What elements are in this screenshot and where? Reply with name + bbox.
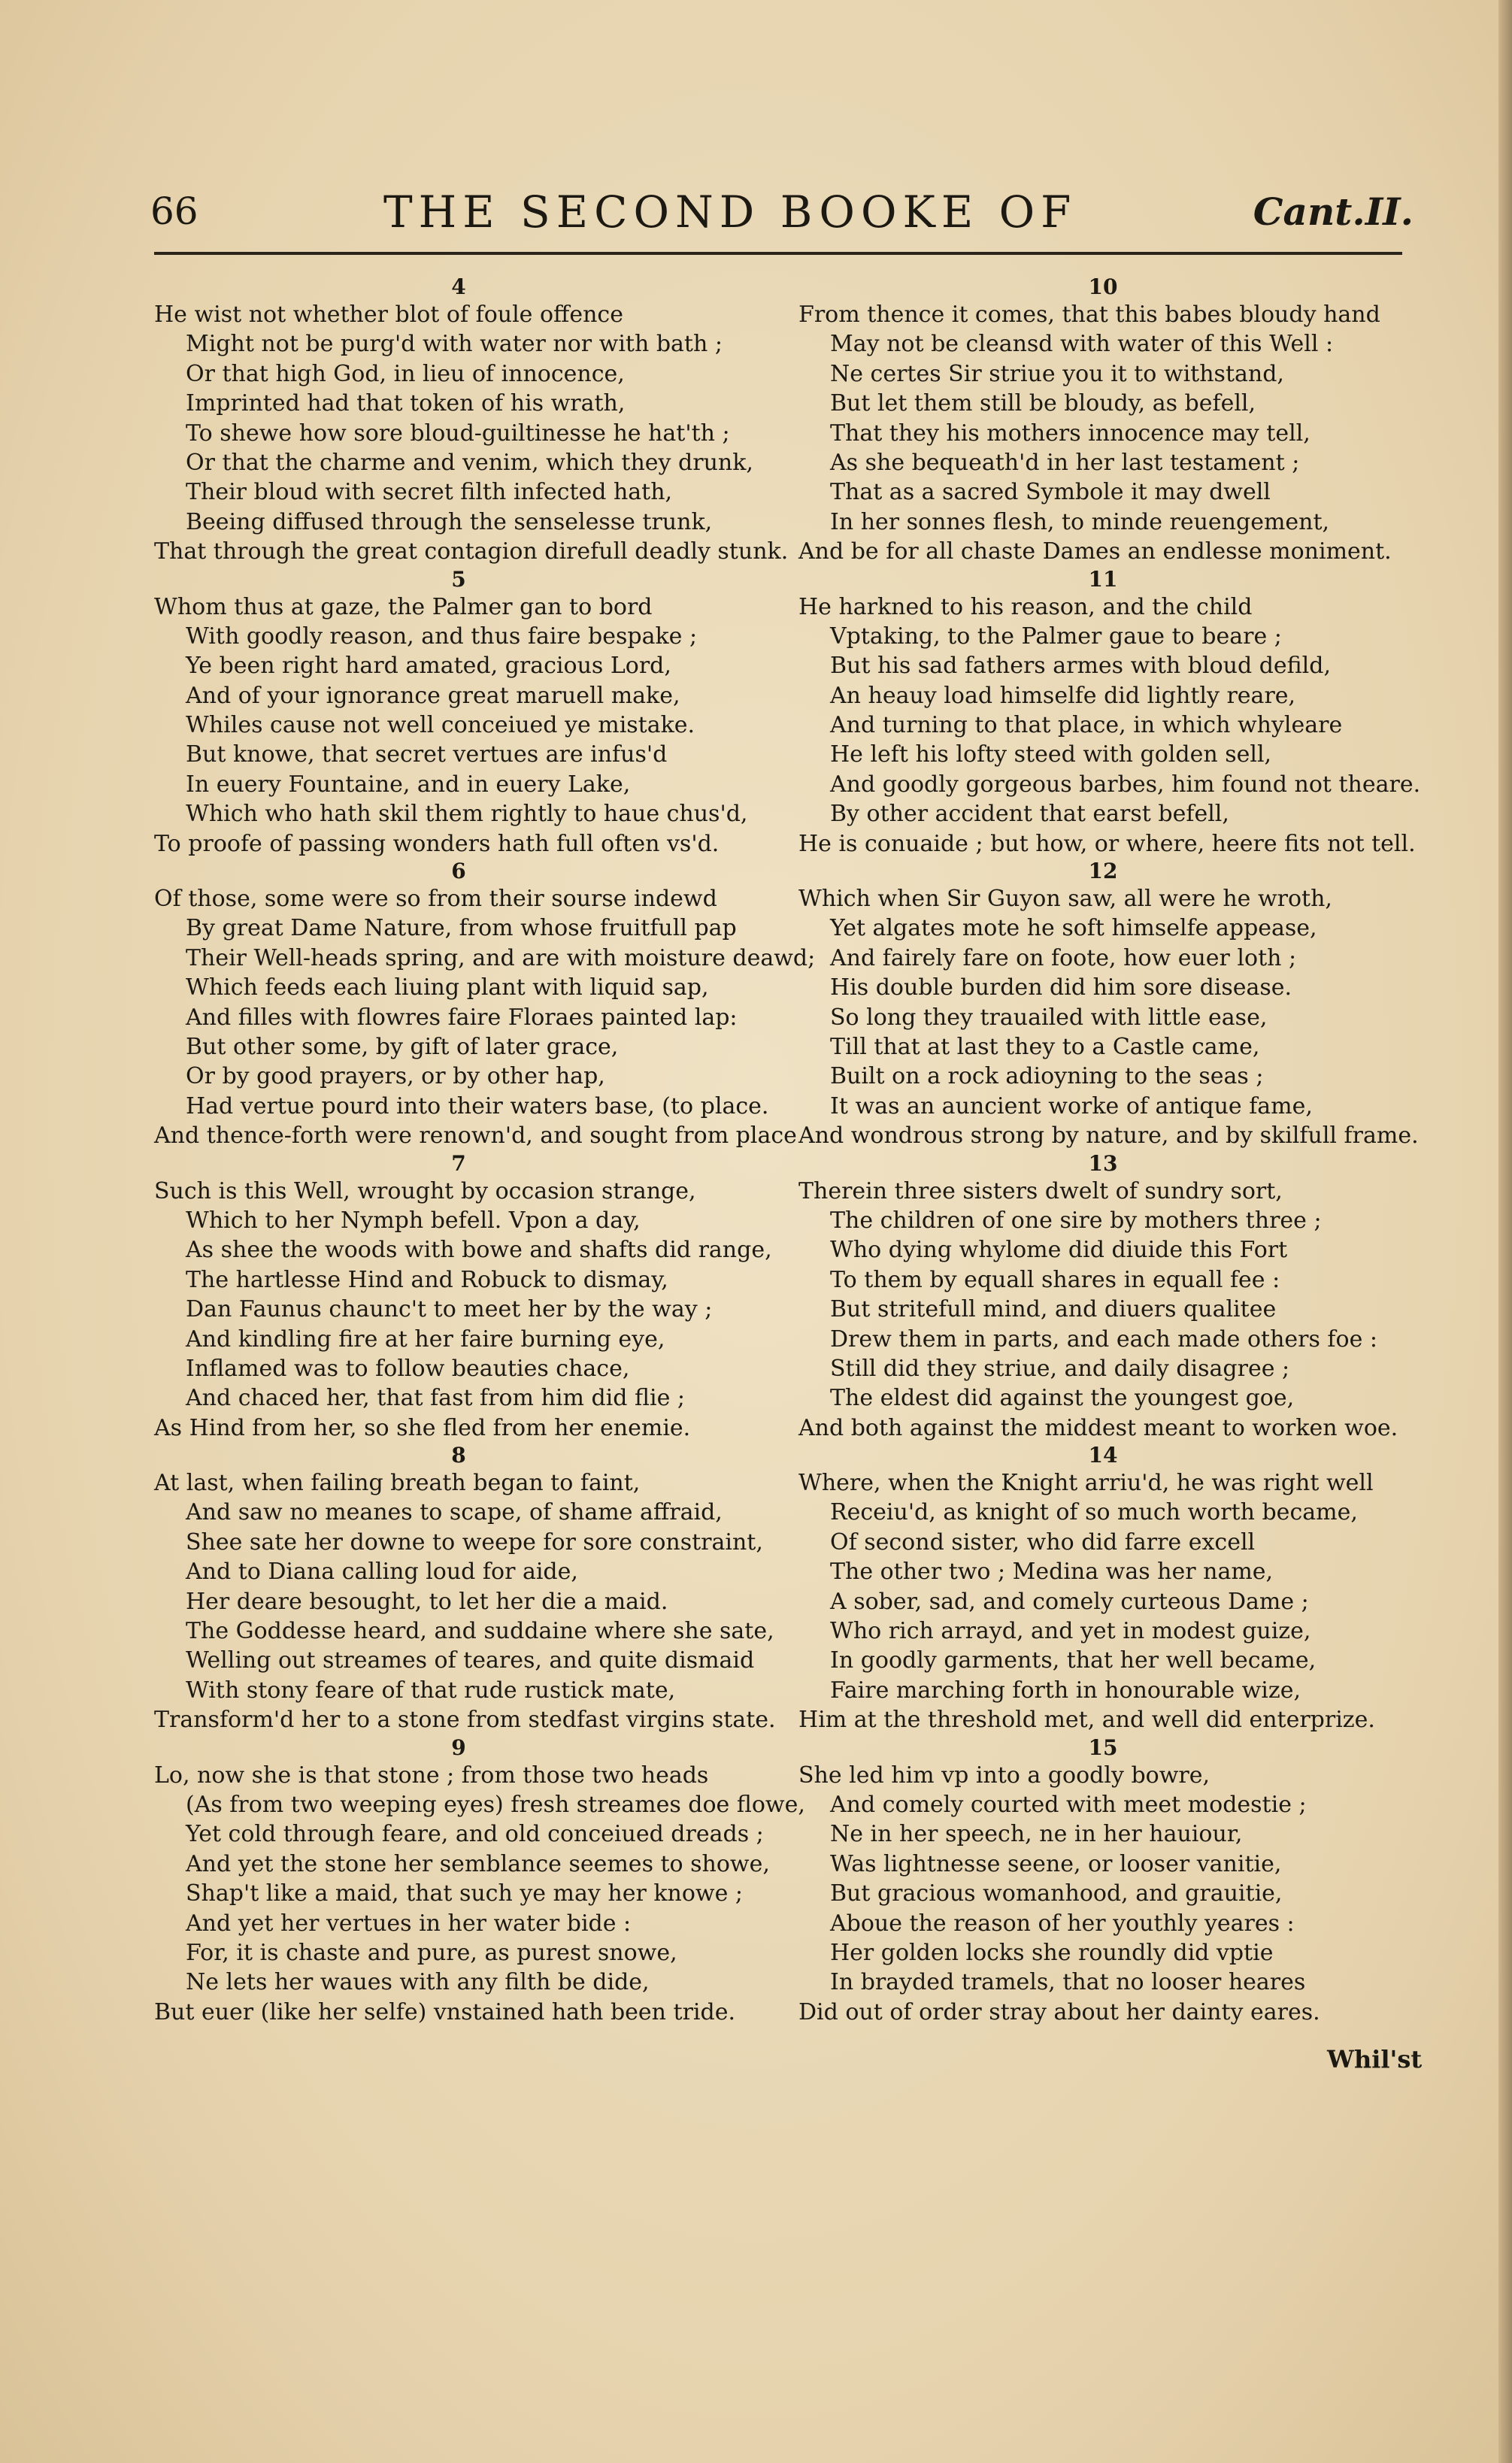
verse-line: He harkned to his reason, and the child: [798, 593, 1253, 620]
verse-line: In goodly garments, that her well became,: [830, 1647, 1317, 1674]
verse-line: And be for all chaste Dames an endlesse moniment.: [798, 538, 1392, 565]
verse-line: A sober, sad, and comely curteous Dame ;: [830, 1588, 1309, 1615]
stanza-number: 4: [451, 274, 466, 299]
verse-line: Yet algates mote he soft himselfe appease,: [830, 915, 1317, 942]
verse-line: Such is this Well, wrought by occasion strange,: [154, 1177, 696, 1204]
verse-line: Drew them in parts, and each made others foe :: [830, 1325, 1377, 1353]
verse-line: And turning to that place, in which whyleare: [830, 712, 1343, 739]
stanza: [798, 859, 1419, 1151]
verse-line: And yet the stone her semblance seemes to showe,: [186, 1850, 770, 1877]
verse-line: To proofe of passing wonders hath full often vs'd.: [154, 830, 720, 857]
verse-line: Him at the threshold met, and well did enterprize.: [798, 1707, 1375, 1734]
verse-line: Where, when the Knight arriu'd, he was right well: [798, 1470, 1374, 1497]
verse-line: That as a sacred Symbole it may dwell: [830, 479, 1271, 506]
stanza-number: 15: [1088, 1734, 1118, 1760]
verse-line: Of second sister, who did farre excell: [830, 1528, 1256, 1556]
verse-line: He wist not whether blot of foule offence: [154, 301, 623, 328]
stanza: [154, 1734, 805, 2028]
verse-line: She led him vp into a goodly bowre,: [798, 1762, 1211, 1789]
verse-line: As she bequeath'd in her last testament ;: [830, 449, 1300, 476]
verse-line: Built on a rock adioyning to the seas ;: [830, 1063, 1264, 1090]
verse-line: Her deare besought, to let her die a maid.: [186, 1588, 668, 1615]
verse-line: His double burden did him sore disease.: [830, 974, 1292, 1001]
verse-line: For, it is chaste and pure, as purest snowe,: [186, 1939, 677, 1966]
verse-line: So long they trauailed with little ease,: [830, 1004, 1268, 1031]
stanza: [798, 1735, 1407, 2028]
verse-line: Vptaking, to the Palmer gaue to beare ;: [830, 623, 1282, 650]
verse-line: From thence it comes, that this babes bloudy hand: [798, 301, 1380, 328]
stanza: [798, 1151, 1407, 1444]
verse-line: In brayded tramels, that no looser heares: [830, 1969, 1306, 1996]
verse-line: Lo, now she is that stone ; from those two heads: [154, 1762, 709, 1789]
verse-line: The children of one sire by mothers three ;: [830, 1207, 1322, 1234]
verse-line: Receiu'd, as knight of so much worth became,: [830, 1499, 1358, 1526]
verse-line: Ne lets her waues with any filth be dide,: [186, 1969, 650, 1996]
stanza: [798, 566, 1421, 859]
verse-line: And to Diana calling loud for aide,: [186, 1559, 578, 1586]
verse-line: That through the great contagion direfull deadly stunk.: [154, 538, 789, 565]
verse-line: He is conuaide ; but how, or where, heere fits not tell.: [798, 830, 1416, 857]
verse-line: Might not be purg'd with water nor with bath ;: [186, 331, 723, 358]
verse-line: And thence-forth were renown'd, and sought from place: [154, 1122, 797, 1150]
verse-line: An heauy load himselfe did lightly reare,: [830, 682, 1296, 709]
header-rule: [154, 252, 1402, 255]
verse-line: As Hind from her, so she fled from her enemie.: [154, 1414, 691, 1441]
verse-line: Which to her Nymph befell. Vpon a day,: [186, 1207, 641, 1234]
verse-line: And filles with flowres faire Floraes painted lap:: [186, 1004, 738, 1031]
verse-line: Shap't like a maid, that such ye may her knowe ;: [186, 1880, 743, 1907]
stanza-number: 10: [1088, 274, 1118, 299]
verse-line: And both against the middest meant to worken woe.: [798, 1414, 1398, 1441]
verse-line: And chaced her, that fast from him did flie ;: [186, 1385, 685, 1412]
verse-line: Therein three sisters dwelt of sundry sort,: [798, 1177, 1283, 1204]
verse-line: But gracious womanhood, and grauitie,: [830, 1880, 1283, 1907]
stanza: [154, 567, 763, 859]
verse-line: (As from two weeping eyes) fresh streames doe flowe,: [186, 1791, 805, 1818]
verse-line: And yet her vertues in her water bide :: [186, 1910, 632, 1937]
verse-line: Or by good prayers, or by other hap,: [186, 1063, 605, 1090]
verse-line: Had vertue pourd into their waters base, (to place.: [186, 1092, 769, 1119]
verse-line: But euer (like her selfe) vnstained hath been tride.: [154, 1998, 736, 2025]
verse-line: With goodly reason, and thus faire bespake ;: [186, 623, 698, 650]
verse-line: And goodly gorgeous barbes, him found not theare.: [830, 771, 1421, 798]
verse-line: Or that high God, in lieu of innocence,: [186, 360, 625, 387]
verse-line: The Goddesse heard, and suddaine where she sate,: [186, 1618, 774, 1645]
verse-line: Which when Sir Guyon saw, all were he wroth,: [798, 886, 1332, 913]
verse-line: But stritefull mind, and diuers qualitee: [830, 1296, 1277, 1323]
verse-line: Ne certes Sir striue you it to withstand,: [830, 360, 1284, 387]
stanza-number: 8: [451, 1443, 466, 1468]
verse-line: The other two ; Medina was her name,: [830, 1559, 1274, 1586]
stanza-number: 13: [1088, 1150, 1118, 1176]
left-column: [154, 274, 816, 2027]
stanza-number: 6: [451, 859, 466, 884]
verse-line: And comely courted with meet modestie ;: [830, 1791, 1307, 1818]
verse-line: Welling out streames of teares, and quite dismaid: [186, 1647, 755, 1674]
stanza-number: 7: [451, 1150, 466, 1176]
verse-line: To shewe how sore bloud-guiltinesse he hat'th ;: [186, 420, 730, 447]
verse-line: And fairely fare on foote, how euer loth ;: [830, 944, 1297, 971]
verse-line: Their Well-heads spring, and are with moisture deawd;: [186, 944, 816, 971]
verse-line: Transform'd her to a stone from stedfast virgins state.: [154, 1707, 776, 1734]
page-gutter-edge: [1498, 0, 1512, 2463]
stanza: [154, 1443, 776, 1735]
stanza: [798, 274, 1407, 567]
verse-line: May not be cleansd with water of this Well :: [830, 331, 1334, 358]
verse-line: Ne in her speech, ne in her hauiour,: [830, 1821, 1243, 1848]
verse-line: Of those, some were so from their sourse indewd: [154, 886, 717, 913]
stanza-number: 5: [451, 566, 466, 592]
verse-line: And kindling fire at her faire burning eye,: [186, 1325, 665, 1353]
verse-line: Ye been right hard amated, gracious Lord,: [186, 653, 671, 680]
stanza: [798, 1443, 1407, 1735]
verse-line: It was an auncient worke of antique fame,: [830, 1092, 1313, 1119]
stanza-number: 14: [1088, 1443, 1118, 1468]
verse-line: And of your ignorance great maruell make,: [186, 682, 680, 709]
verse-line: Their bloud with secret filth infected hath,: [186, 479, 673, 506]
catchword: Whil'st: [1327, 2045, 1423, 2074]
page-number: 66: [150, 189, 198, 233]
verse-line: That they his mothers innocence may tell,: [830, 420, 1311, 447]
verse-line: To them by equall shares in equall fee :: [830, 1266, 1280, 1293]
verse-line: Whom thus at gaze, the Palmer gan to bord: [154, 593, 653, 620]
stanza: [154, 1150, 772, 1444]
verse-line: By great Dame Nature, from whose fruitfull pap: [186, 915, 737, 942]
stanza: [154, 274, 789, 567]
verse-line: And saw no meanes to scape, of shame affraid,: [186, 1499, 723, 1526]
verse-line: With stony feare of that rude rustick mate,: [186, 1677, 676, 1704]
verse-line: Who rich arrayd, and yet in modest guize,: [830, 1618, 1311, 1645]
verse-line: Beeing diffused through the senselesse trunk,: [186, 508, 713, 535]
verse-line: Or that the charme and venim, which they drunk,: [186, 449, 753, 476]
verse-line: Still did they striue, and daily disagree ;: [830, 1355, 1290, 1382]
right-column: [798, 274, 1421, 2027]
stanza: [154, 859, 816, 1151]
running-title: THE SECOND BOOKE OF: [383, 186, 1077, 238]
stanza-number: 12: [1088, 859, 1118, 884]
verse-line: In euery Fountaine, and in euery Lake,: [186, 771, 631, 798]
verse-line: He left his lofty steed with golden sell,: [830, 741, 1272, 768]
verse-line: Which who hath skil them rightly to haue chus'd,: [186, 801, 748, 828]
verse-line: Was lightnesse seene, or looser vanitie,: [830, 1850, 1282, 1877]
stanza-number: 11: [1088, 566, 1118, 592]
verse-line: The hartlesse Hind and Robuck to dismay,: [186, 1266, 668, 1293]
verse-line: At last, when failing breath began to faint,: [154, 1470, 641, 1497]
verse-line: As shee the woods with bowe and shafts did range,: [186, 1237, 772, 1264]
verse-line: Whiles cause not well conceiued ye mistake.: [186, 712, 695, 739]
verse-line: Yet cold through feare, and old conceiued dreads ;: [186, 1821, 764, 1848]
verse-line: Who dying whylome did diuide this Fort: [830, 1237, 1288, 1264]
verse-line: Inflamed was to follow beauties chace,: [186, 1355, 630, 1382]
verse-line: Did out of order stray about her dainty eares.: [798, 1998, 1320, 2025]
verse-line: But knowe, that secret vertues are infus'd: [186, 741, 668, 768]
verse-line: Which feeds each liuing plant with liquid sap,: [186, 974, 709, 1001]
verse-line: Aboue the reason of her youthly yeares :: [830, 1910, 1295, 1937]
verse-line: By other accident that earst befell,: [830, 801, 1229, 828]
verse-line: Shee sate her downe to weepe for sore constraint,: [186, 1528, 763, 1556]
verse-line: But other some, by gift of later grace,: [186, 1033, 619, 1060]
verse-line: The eldest did against the youngest goe,: [830, 1385, 1295, 1412]
verse-line: But his sad fathers armes with bloud defild,: [830, 653, 1331, 680]
verse-line: Her golden locks she roundly did vptie: [830, 1939, 1274, 1966]
verse-line: Faire marching forth in honourable wize,: [830, 1677, 1301, 1704]
verse-line: Dan Faunus chaunc't to meet her by the way ;: [186, 1296, 713, 1323]
verse-line: But let them still be bloudy, as befell,: [830, 390, 1256, 417]
verse-line: In her sonnes flesh, to minde reuengement,: [830, 508, 1330, 535]
verse-line: And wondrous strong by nature, and by skilfull frame.: [798, 1122, 1419, 1150]
running-header: [150, 180, 1421, 241]
verse-line: Till that at last they to a Castle came,: [830, 1033, 1260, 1060]
verse-line: Imprinted had that token of his wrath,: [186, 390, 626, 417]
canto-label: Cant.II.: [1253, 189, 1414, 234]
stanza-number: 9: [451, 1734, 466, 1760]
